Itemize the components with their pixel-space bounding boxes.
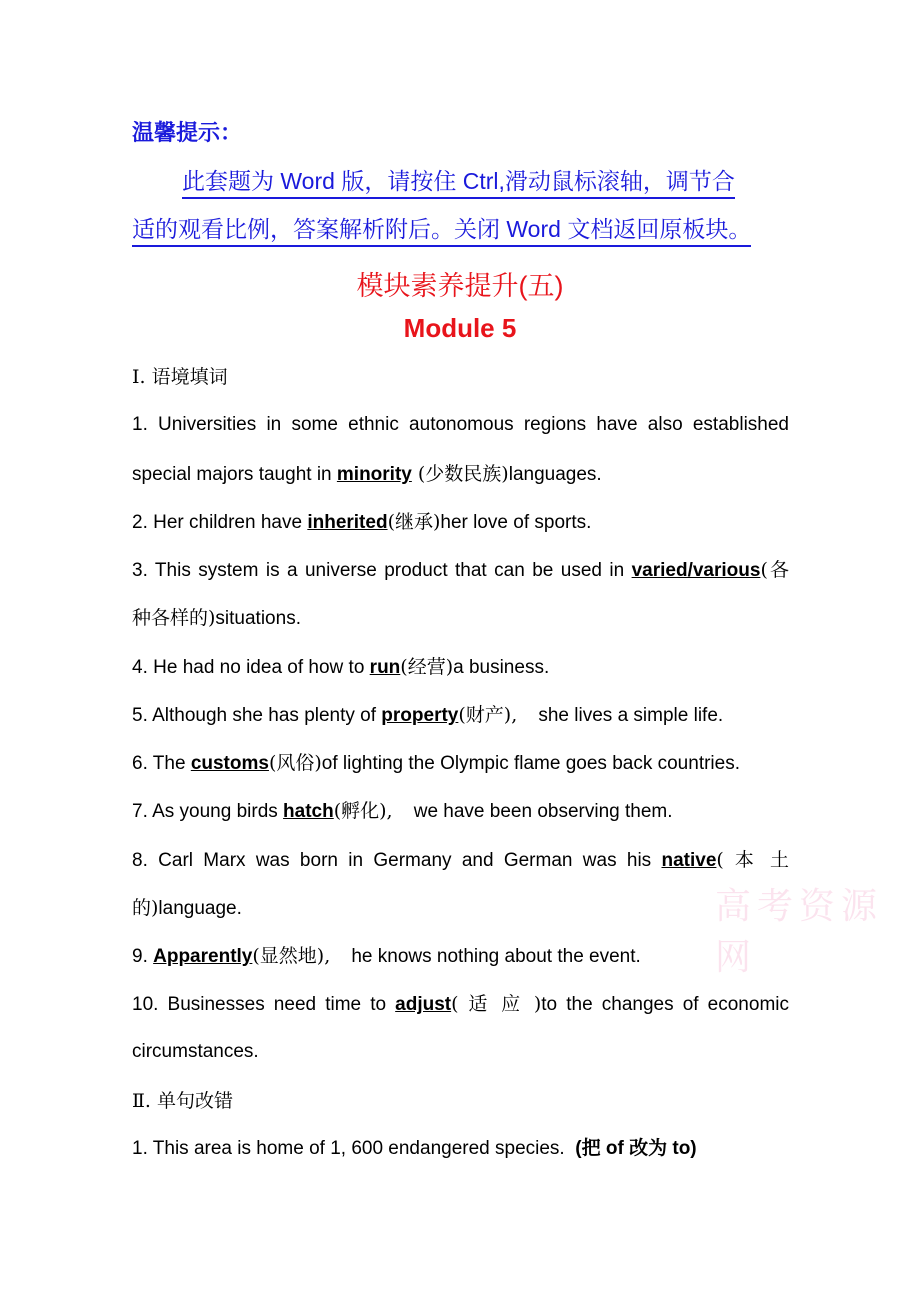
answer: property [381, 705, 459, 726]
item-text: 7. As young birds [132, 801, 284, 822]
item-text: 10. Businesses need time to [132, 994, 396, 1015]
correction: (把 of 改为 to) [575, 1138, 697, 1159]
hint: (各 [760, 559, 789, 581]
answer: inherited [307, 512, 388, 533]
item-text: 5. Although she has plenty of [132, 705, 382, 726]
item-text: we have been observing them. [392, 801, 673, 822]
answer: varied/various [631, 560, 761, 581]
hint: (显然地), [252, 945, 331, 967]
hint: (财产), [458, 704, 518, 726]
item-1-line-2 [132, 460, 789, 489]
answer: minority [336, 464, 412, 485]
item-10-line-2: circumstances. [132, 1041, 259, 1062]
item-10-line-1 [132, 990, 789, 1019]
item-text: languages. [508, 464, 602, 485]
watermark: 高考资源网 [715, 886, 884, 978]
tip-title: 温馨提示： [132, 120, 243, 145]
item-text: situations. [215, 608, 301, 629]
answer: customs [190, 753, 269, 774]
item-5 [132, 701, 789, 730]
item-1-line-1: 1. Universities in some ethnic autonomous regions have also established [132, 414, 789, 435]
hint: (继承) [387, 511, 441, 533]
answer: adjust [395, 994, 452, 1015]
item-text: 4. He had no idea of how to [132, 657, 370, 678]
answer: Apparently [153, 946, 253, 967]
hint: 种各样的) [132, 607, 216, 629]
item-9 [132, 942, 789, 971]
hint: (风俗) [268, 752, 322, 774]
answer: run [369, 657, 401, 678]
item-text: to the changes of economic [541, 994, 789, 1015]
item-text: 6. The [132, 753, 191, 774]
item-8-line-2 [132, 894, 789, 923]
item-text: language. [158, 898, 242, 919]
item-text: 1. This area is home of 1, 600 endangered species. [132, 1138, 576, 1159]
item-text: her love of sports. [440, 512, 592, 533]
section-heading-2: Ⅱ. 单句改错 [132, 1090, 233, 1112]
item-8-line-1 [132, 846, 789, 875]
item-text: a business. [453, 657, 550, 678]
item-text: 8. Carl Marx was born in Germany and German was his [132, 850, 662, 871]
item-text: of lighting the Olympic flame goes back countries. [321, 753, 740, 774]
item-3-line-1 [132, 556, 789, 585]
answer: hatch [283, 801, 334, 822]
item-text: 2. Her children have [132, 512, 308, 533]
hint: (少数民族) [411, 463, 509, 485]
hint: 的) [132, 897, 159, 919]
item-text: 9. [132, 946, 154, 967]
item-3-line-2 [132, 604, 789, 633]
item-text: special majors taught in [132, 464, 337, 485]
hint: ( 本 土 [716, 849, 789, 871]
item-2 [132, 508, 789, 537]
page-subtitle: Module 5 [403, 313, 517, 343]
answer: native [661, 850, 717, 871]
item-text: she lives a simple life. [517, 705, 724, 726]
item-text: 3. This system is a universe product that can be used in [132, 560, 632, 581]
tip-line-1[interactable]: 此套题为 Word 版，请按住 Ctrl,滑动鼠标滚轴，调节合 [182, 165, 735, 199]
section-heading-1: Ⅰ. 语境填词 [132, 366, 228, 388]
hint: (孵化), [333, 800, 393, 822]
tip-line-2[interactable]: 适的观看比例，答案解析附后。关闭 Word 文档返回原板块。 [132, 213, 751, 247]
item-text: he knows nothing about the event. [330, 946, 641, 967]
hint: ( 适 应 ) [451, 993, 542, 1015]
hint: (经营) [400, 656, 454, 678]
correction-item-1 [132, 1135, 789, 1163]
item-7 [132, 797, 789, 826]
page-title: 模块素养提升(五) [356, 271, 564, 301]
item-4 [132, 653, 789, 682]
item-6 [132, 749, 789, 778]
